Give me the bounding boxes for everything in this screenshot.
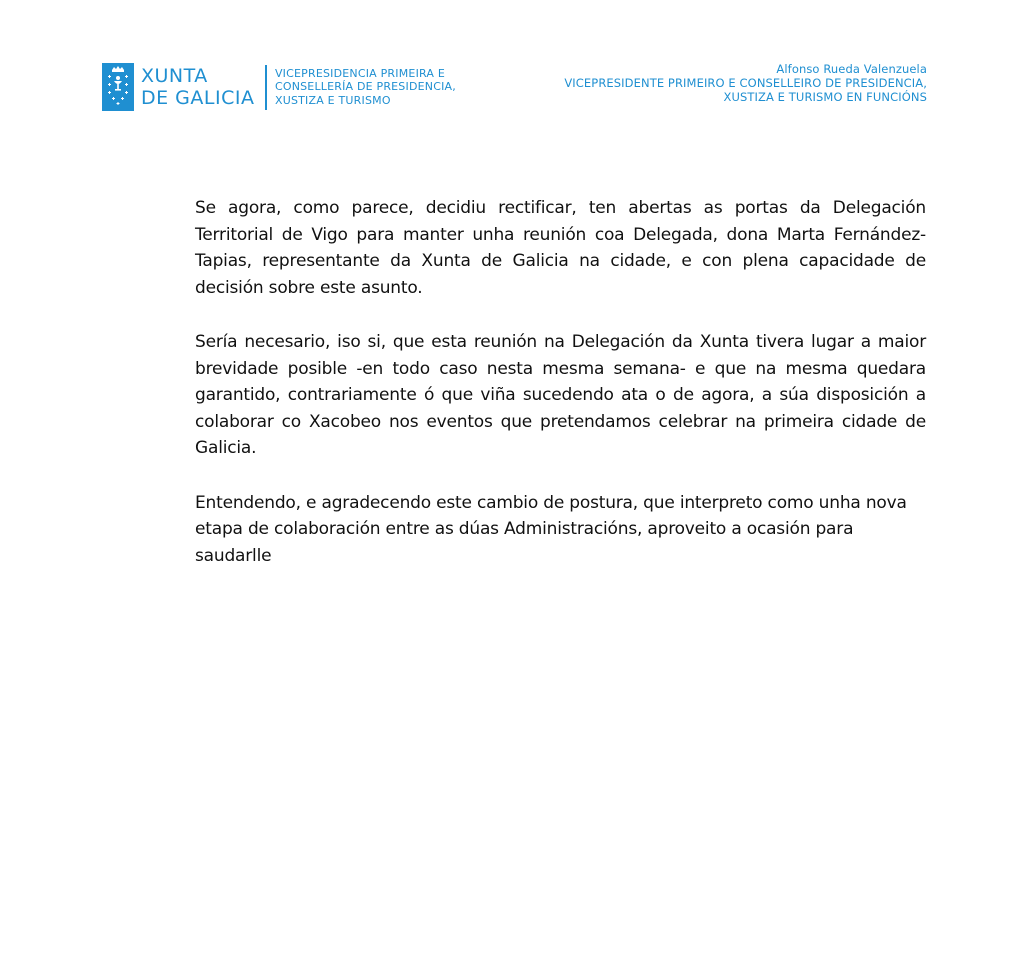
xunta-de-galicia-logotype [141, 65, 254, 109]
signatory-title-line: XUSTIZA E TURISMO EN FUNCIÓNS [723, 90, 927, 104]
signatory-title-line: VICEPRESIDENTE PRIMEIRO E CONSELLEIRO DE PRESIDENCIA, [564, 76, 927, 90]
department-line: VICEPRESIDENCIA PRIMEIRA E [274, 66, 445, 80]
signatory-name: Alfonso Rueda Valenzuela [776, 62, 927, 76]
brand-line-2: DE GALICIA [141, 87, 255, 109]
body-paragraph: Se agora, como parece, decidiu rectificar, ten abertas as portas da Delegación Territorial de Vigo para manter unha reunión coa Delegada, dona Marta Fernández-Tapias, representante da Xunta de Galicia na cidade, e con plena capacidade de decisión sobre este asunto. [195, 198, 926, 298]
department-line: CONSELLERÍA DE PRESIDENCIA, [274, 80, 456, 94]
department-name [275, 67, 456, 108]
body-paragraph: Entendendo, e agradecendo este cambio de postura, que interpreto como unha nova etapa de colaboración entre as dúas Administracións, aproveito a ocasión para saudarlle [195, 492, 907, 566]
letterhead-logo-block [102, 63, 456, 111]
department-line: XUSTIZA E TURISMO [274, 93, 391, 107]
letter-body [195, 195, 926, 597]
signatory-block [564, 62, 927, 104]
header-divider [265, 65, 267, 110]
galicia-coat-of-arms-icon [102, 63, 134, 111]
body-paragraph: Sería necesario, iso si, que esta reunión na Delegación da Xunta tivera lugar a maior brevidade posible -en todo caso nesta mesma semana- e que na mesma quedara garantido, contrariamente ó que viña sucedendo ata o de agora, a súa disposición a colaborar co Xacobeo nos eventos que pretendamos celebrar na primeira cidade de Galicia. [195, 332, 926, 458]
brand-line-1: XUNTA [141, 65, 208, 87]
